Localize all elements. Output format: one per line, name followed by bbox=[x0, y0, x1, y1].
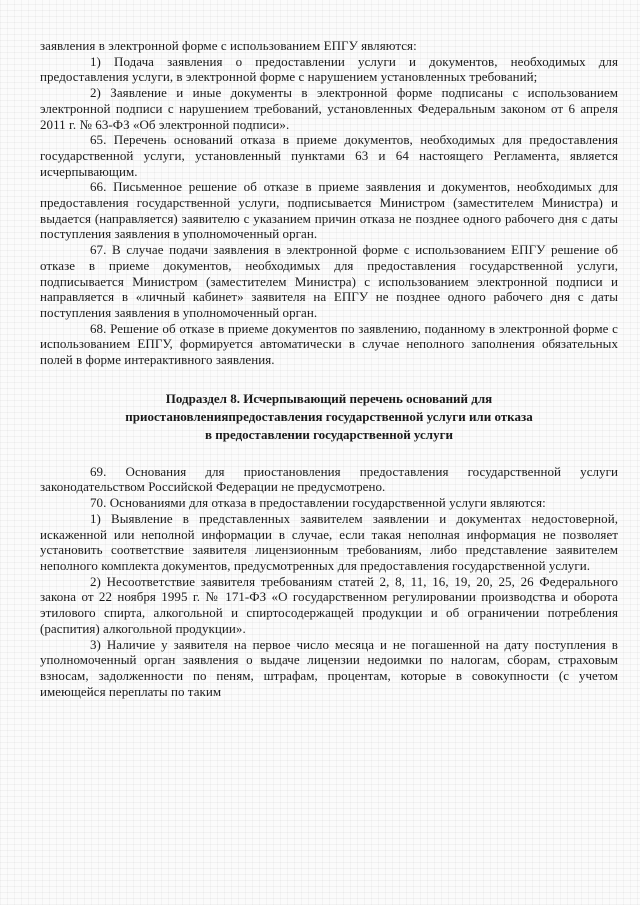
clause-67: 67. В случае подачи заявления в электронной форме с использованием ЕПГУ решение об отказе в приеме документов, необходимых для предоставления государственной услуги, подписывается Министром (заместителем Министра) с использованием электронной подписи и направляется в «личный кабинет» заявителя на ЕПГУ не позднее одного рабочего дня с даты поступления заявления в уполномоченный орган. bbox=[40, 242, 618, 320]
list-item-1: 1) Подача заявления о предоставлении услуги и документов, необходимых для предоставления услуги, в электронной форме с нарушением установленных требований; bbox=[40, 53, 618, 85]
clause-65: 65. Перечень оснований отказа в приеме документов, необходимых для предоставления государственной услуги, установленный пунктами 63 и 64 настоящего Регламента, является исчерпывающим. bbox=[40, 132, 618, 179]
refusal-ground-2: 2) Несоответствие заявителя требованиям статей 2, 8, 11, 16, 19, 20, 25, 26 Федерального закона от 22 ноября 1995 г. № 171-ФЗ «О государственном регулировании производства и оборота этилового спирта, алкогольной и спиртосодержащей продукции и об ограничении потребления (распития) алкогольной продукции». bbox=[40, 573, 618, 636]
refusal-ground-3: 3) Наличие у заявителя на первое число месяца и не погашенной на дату поступления в уполномоченный орган заявления о выдаче лицензии недоимки по налогам, сборам, страховым взносам, задолженности по пеням, штрафам, процентам, которые в совокупности (с учетом имеющейся переплаты по таким bbox=[40, 636, 618, 699]
list-item-2: 2) Заявление и иные документы в электронной форме подписаны с использованием электронной подписи с нарушением требований, установленных Федеральным законом от 6 апреля 2011 г. № 63-ФЗ «Об электронной подписи». bbox=[40, 85, 618, 132]
heading-line-2: приостановленияпредоставления государственной услуги или отказа bbox=[125, 408, 533, 424]
subsection-heading bbox=[40, 390, 618, 444]
continuation-line: заявления в электронной форме с использованием ЕПГУ являются: bbox=[40, 38, 417, 53]
section-bottom bbox=[40, 464, 618, 700]
refusal-ground-1: 1) Выявление в представленных заявителем заявлении и документах недостоверной, искаженной или неполной информации в случае, если такая неполная информация не позволяет установить соответствие заявителя лицензионным требованиям, либо представление заявителем неполного комплекта документов, предусмотренных для предоставления государственной услуги. bbox=[40, 510, 618, 573]
clause-68: 68. Решение об отказе в приеме документов по заявлению, поданному в электронной форме с использованием ЕПГУ, формируется автоматически в случае неполного заполнения обязательных полей в форме интерактивного заявления. bbox=[40, 320, 618, 368]
clause-69: 69. Основания для приостановления предоставления государственной услуги законодательством Российской Федерации не предусмотрено. bbox=[40, 463, 618, 495]
heading-line-3: в предоставлении государственной услуги bbox=[204, 426, 453, 442]
clause-66: 66. Письменное решение об отказе в приеме заявления и документов, необходимых для предоставления государственной услуги, подписывается Министром (заместителем Министра) и выдается (направляется) заявителю с указанием причин отказа не позднее одного рабочего дня с даты поступления заявления в уполномоченный орган. bbox=[40, 179, 618, 242]
heading-line-1: Подраздел 8. Исчерпывающий перечень оснований для bbox=[165, 390, 493, 406]
section-top bbox=[40, 38, 618, 368]
clause-70: 70. Основаниями для отказа в предоставлении государственной услуги являются: bbox=[90, 495, 546, 511]
